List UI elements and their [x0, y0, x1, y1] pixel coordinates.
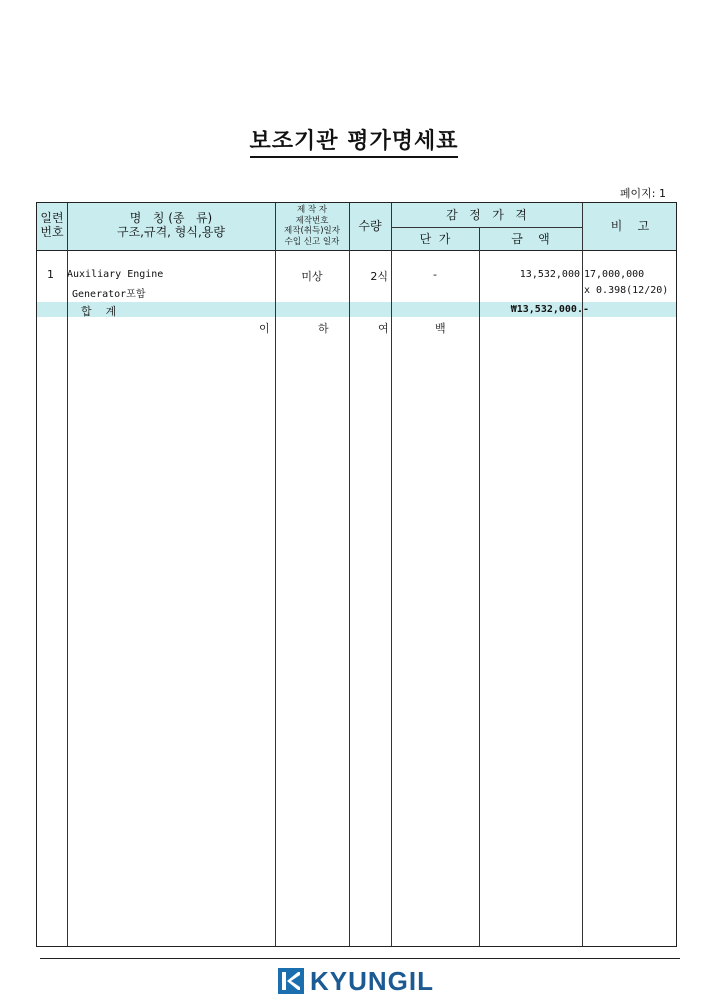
closing-char-4: 백 — [435, 322, 446, 335]
item-amount: 13,532,000 — [519, 269, 580, 280]
header-unit-price: 단 가 — [419, 232, 451, 246]
brand-name: KYUNGIL — [310, 965, 434, 996]
header-qty: 수량 — [358, 219, 382, 233]
total-label: 합 계 — [81, 305, 117, 318]
item-spec: Generator포함 — [72, 289, 146, 300]
header-appraisal: 감 정 가 격 — [446, 208, 527, 222]
item-remark-base: 17,000,000 — [584, 269, 645, 280]
item-qty: 2식 — [370, 270, 388, 283]
closing-char-3: 여 — [378, 322, 389, 335]
document-title: 보조기관 평가명세표 — [0, 124, 708, 155]
item-name: Auxiliary Engine — [67, 269, 164, 280]
header-maker: 제 작 자 제작번호 제작(취득)일자 수입 신고 일자 — [284, 205, 340, 247]
item-remark-factor: x 0.398(12/20) — [584, 285, 669, 296]
footer-divider — [40, 958, 680, 959]
header-name: 명 칭 (종 류) 구조,규격, 형식,용량 — [117, 211, 225, 239]
item-maker: 미상 — [301, 270, 323, 283]
row-number: 1 — [47, 268, 54, 281]
page-number: 페이지: 1 — [619, 187, 666, 200]
header-serial: 일련 번호 — [40, 211, 64, 239]
appraisal-table — [36, 202, 677, 947]
kyungil-logo-icon — [278, 968, 304, 994]
closing-char-2: 하 — [318, 322, 329, 335]
header-remarks: 비 고 — [610, 219, 650, 233]
company-logo — [278, 966, 434, 996]
total-amount: ₩13,532,000.- — [510, 304, 589, 315]
closing-char-1: 이 — [259, 322, 270, 335]
item-unit-price: - — [433, 268, 437, 281]
header-amount: 금 액 — [511, 232, 550, 246]
